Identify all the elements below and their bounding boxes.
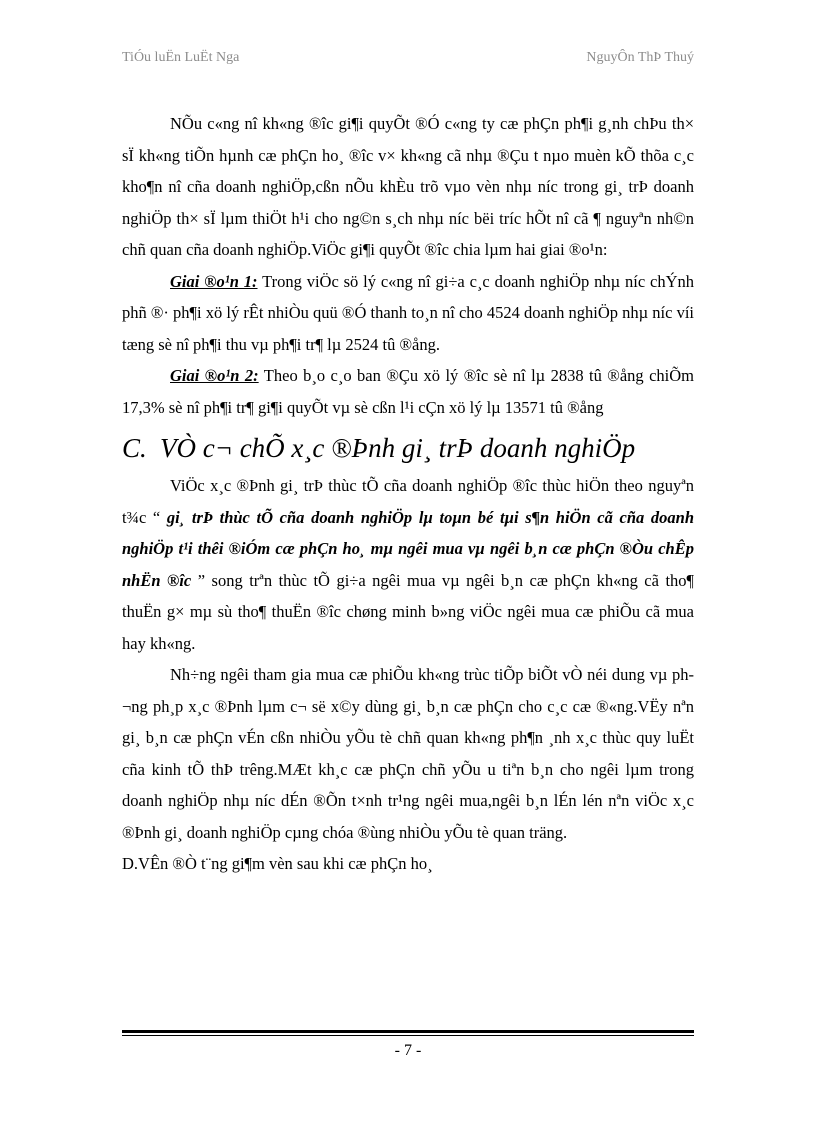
page-number: - 7 - — [394, 1042, 422, 1059]
valuation-rest: ” song trªn thùc tÕ gi÷a ngêi mua vµ ngêi b¸n cæ phÇn kh«ng cã tho¶ thuËn g× mµ sù tho¶ thuËn ®îc chøng minh b»ng viÖc ngêi mua cæ phiÕu cã mua hay kh«ng. — [122, 570, 694, 653]
section-letter: C. — [122, 433, 147, 463]
footer-rule-thin — [122, 1035, 694, 1036]
valuation-quote: gi¸ trÞ thùc tÕ cña doanh nghiÖp lµ toµn bé tµi s¶n hiÖn cã cña doanh nghiÖp t¹i thêi ®iÓm cæ phÇn ho¸ mµ ngêi mua vµ ngêi b¸n cæ phÇn ®Òu chÊp nhËn ®îc — [122, 507, 694, 590]
section-title: VÒ c¬ chÕ x¸c ®Þnh gi¸ trÞ doanh nghiÖp — [160, 433, 636, 463]
paragraph-share-buyers: Nh÷ng ngêi tham gia mua cæ phiÕu kh«ng trùc tiÕp biÕt vÒ néi dung vµ ph¬ng ph¸p x¸c ®Þnh lµm c¬ së x©y dùng gi¸ b¸n cæ phÇn cho c¸c cæ ®«ng.VËy nªn gi¸ b¸n cæ phÇn vÉn cßn nhiÒu yÕu tè chñ quan kh«ng ph¶n ¸nh x¸c thùc quy luËt cña kinh tÕ thÞ trêng.MÆt kh¸c cæ phÇn chñ yÕu u tiªn b¸n cho ngêi lµm trong doanh nghiÖp nhµ níc dÉn ®Õn t×nh tr¹ng ngêi mua,ngêi b¸n lÉn lén nªn viÖc x¸c ®Þnh gi¸ doanh nghiÖp cµng chóa ®ùng nhiÒu yÕu tè quan träng. — [122, 665, 694, 842]
paragraph-phase-2 — [122, 360, 694, 423]
valuation-intro: ViÖc x¸c ®Þnh gi¸ trÞ thùc tÕ cña doanh nghiÖp ®îc thùc hiÖn theo nguyªn t¾c “ — [122, 476, 694, 527]
header-left: TiÓu luËn LuËt Nga — [122, 50, 240, 65]
footer-rule-thick — [122, 1030, 694, 1033]
phase-2-label: Giai ®o¹n 2: — [170, 366, 259, 385]
header-right: NguyÔn ThÞ Thuý — [586, 50, 694, 65]
section-heading-d: D.VÊn ®Ò t¨ng gi¶m vèn sau khi cæ phÇn ho¸ — [122, 854, 433, 873]
paragraph-phase-1 — [122, 266, 694, 361]
phase-2-text: Theo b¸o c¸o ban ®Çu xö lý ®îc sè nî lµ 2838 tû ®ång chiÕm 17,3% sè nî ph¶i tr¶ gi¶i quyÕt vµ sè cßn l¹i cÇn xö lý lµ 13571 tû ®ång — [122, 366, 694, 417]
paragraph-debt-resolution: NÕu c«ng nî kh«ng ®îc gi¶i quyÕt ®Ó c«ng ty cæ phÇn ph¶i g¸nh chÞu th× sÏ kh«ng tiÕn hµnh cæ phÇn ho¸ ®îc v× kh«ng cã nhµ ®Çu t nµo muèn kÕ thõa c¸c kho¶n nî cña doanh nghiÖp,cßn nÕu khÈu trõ vµo vèn nhµ níc trong gi¸ trÞ doanh nghiÖp th× sÏ lµm thiÖt h¹i cho ng©n s¸ch nhµ níc bëi tríc hÕt nî cã ¶ nguyªn nh©n chñ quan cña doanh nghiÖp.ViÖc gi¶i quyÕt ®îc chia lµm hai giai ®o¹n: — [122, 114, 694, 259]
phase-1-text: Trong viÖc sö lý c«ng nî gi÷a c¸c doanh nghiÖp nhµ níc chÝnh phñ ®· ph¶i xö lý rÊt nhiÒu quü ®Ó thanh to¸n nî cho 4524 doanh nghiÖp nhµ níc víi tæng sè nî ph¶i thu vµ ph¶i tr¶ lµ 2524 tû ®ång. — [122, 271, 695, 354]
paragraph-valuation-principle — [122, 470, 694, 659]
phase-1-label: Giai ®o¹n 1: — [170, 271, 258, 291]
body-text — [122, 108, 694, 880]
section-heading-c — [122, 429, 694, 467]
